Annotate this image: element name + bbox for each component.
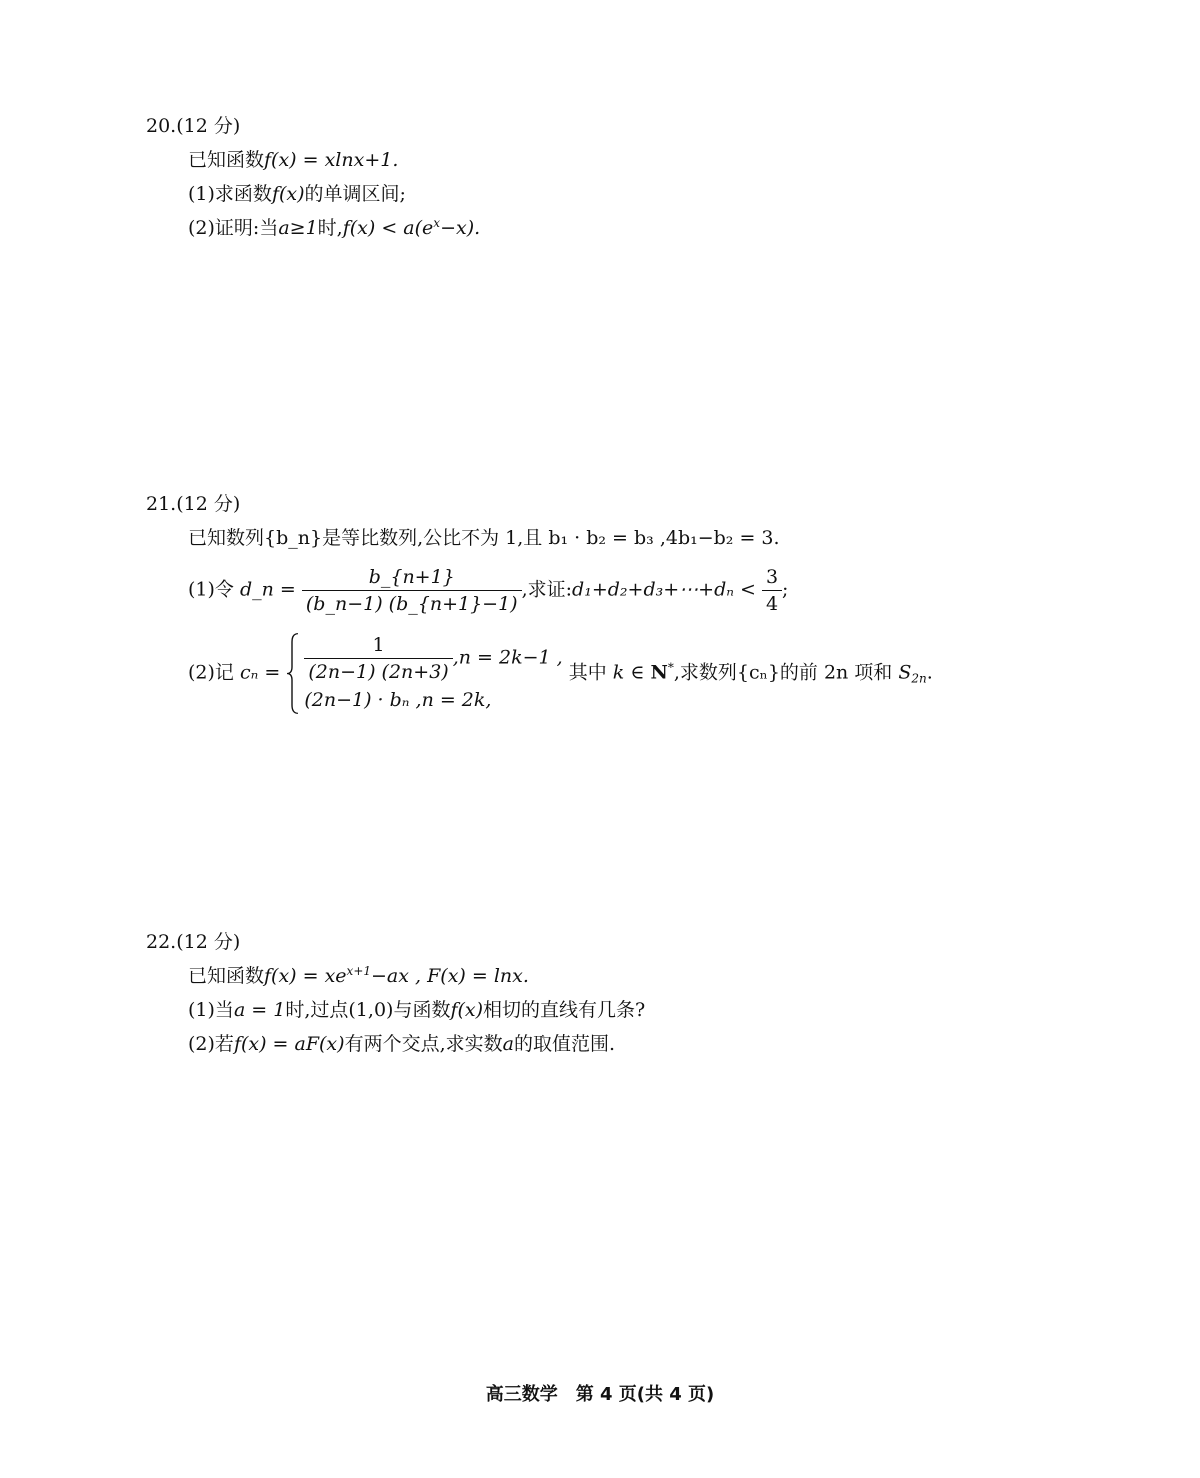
- fraction-case-1: [304, 632, 452, 685]
- case-even: [304, 685, 562, 715]
- question-22-part-2: [188, 1032, 615, 1056]
- stem-math: −ax , F(x) = lnx.: [371, 965, 529, 987]
- question-score: (12 分): [176, 115, 241, 137]
- part-text: 的取值范围.: [513, 1033, 615, 1055]
- question-number: 22.: [146, 931, 177, 953]
- question-20-part-1: [188, 182, 406, 206]
- case-condition: ,n = 2k−1 ,: [452, 646, 563, 669]
- case-odd: [304, 632, 562, 685]
- stem-text: 已知函数: [188, 965, 265, 987]
- fraction-denominator: 4: [765, 593, 779, 615]
- fraction-numerator: 3: [762, 564, 782, 591]
- question-22: [146, 930, 1046, 1060]
- part-text: 其中: [568, 661, 607, 684]
- part-text: 当: [214, 999, 234, 1021]
- fraction-numerator: [302, 564, 522, 591]
- question-21-stem: [188, 526, 780, 550]
- stem-text: 已知数列{b_n}是等比数列,公比不为 1,且 b₁ · b₂ = b₃ ,4b₁−b₂ = 3.: [188, 527, 780, 549]
- part-math: S: [898, 661, 912, 684]
- question-score: (12 分): [176, 493, 241, 515]
- part-math: cₙ =: [239, 661, 281, 684]
- numerator-text: b_{n+1}: [368, 566, 455, 588]
- part-label: (1): [188, 999, 215, 1021]
- part-label: (1): [188, 183, 215, 205]
- part-text: 若: [214, 1033, 234, 1055]
- exponent: x+1: [346, 964, 372, 978]
- question-20-part-2: [188, 216, 480, 240]
- question-21-header: [146, 492, 240, 516]
- part-text: 时,过点(1,0)与函数: [285, 999, 451, 1021]
- fraction-denominator: [302, 591, 522, 617]
- question-21: [146, 492, 1046, 722]
- question-21-part-2: [188, 632, 933, 715]
- question-22-header: [146, 930, 240, 954]
- question-number: 21.: [146, 493, 177, 515]
- question-number: 20.: [146, 115, 177, 137]
- part-label: (2): [188, 217, 215, 239]
- part-math: f(x): [450, 999, 484, 1021]
- denominator-text: (2n−1) (2n+3): [308, 661, 449, 683]
- part-math: a≥1: [278, 217, 318, 239]
- part-math: a: [502, 1033, 514, 1055]
- stem-text: 已知函数: [188, 149, 265, 171]
- question-20-stem: [188, 148, 398, 172]
- subscript: 2n: [911, 671, 927, 686]
- part-text: 有两个交点,求实数: [344, 1033, 503, 1055]
- question-20: [146, 114, 1046, 244]
- part-label: (2): [188, 661, 215, 684]
- part-text: ;: [782, 578, 789, 601]
- denominator-text: (b_n−1) (b_{n+1}−1): [305, 593, 518, 615]
- part-text: 时,: [317, 217, 343, 239]
- part-text: ,求证:: [521, 578, 573, 601]
- part-math: f(x) = aF(x): [233, 1033, 345, 1055]
- exponent: x: [433, 216, 441, 230]
- fraction-denominator: [304, 659, 452, 685]
- part-math: a = 1: [233, 999, 286, 1021]
- part-text: .: [926, 661, 933, 684]
- part-math: −x).: [440, 217, 481, 239]
- part-text: 证明:当: [214, 217, 279, 239]
- stem-math: f(x) = xe: [264, 965, 347, 987]
- part-text: 记: [214, 661, 234, 684]
- stem-math: f(x) = xlnx+1.: [264, 149, 399, 171]
- part-math: d_n =: [239, 578, 296, 601]
- piecewise-cases: [286, 632, 562, 715]
- question-22-part-1: [188, 998, 645, 1022]
- part-text: 令: [214, 578, 234, 601]
- part-math: f(x): [271, 183, 305, 205]
- part-label: (2): [188, 1033, 215, 1055]
- part-label: (1): [188, 578, 215, 601]
- fraction-numerator: 1: [304, 632, 452, 659]
- fraction-dn: [302, 564, 522, 617]
- fraction-three-quarters: [762, 564, 782, 617]
- question-20-header: [146, 114, 240, 138]
- part-text: 的单调区间;: [304, 183, 406, 205]
- page-footer: 高三数学 第 4 页(共 4 页): [485, 1384, 715, 1405]
- part-math: k ∈: [612, 661, 645, 684]
- left-brace-icon: [286, 632, 300, 715]
- part-text: 求函数: [214, 183, 272, 205]
- part-text: ,求数列{cₙ}的前 2n 项和: [673, 661, 893, 684]
- case-expression: (2n−1) · bₙ ,n = 2k,: [304, 689, 492, 711]
- superscript-star: *: [667, 660, 674, 675]
- question-22-stem: [188, 964, 529, 988]
- part-math: d₁+d₂+d₃+⋯+dₙ <: [572, 578, 756, 601]
- natural-numbers-symbol: N: [650, 661, 668, 684]
- part-math: f(x) < a(e: [342, 217, 434, 239]
- question-score: (12 分): [176, 931, 241, 953]
- question-21-part-1: [188, 564, 788, 617]
- part-text: 相切的直线有几条?: [483, 999, 646, 1021]
